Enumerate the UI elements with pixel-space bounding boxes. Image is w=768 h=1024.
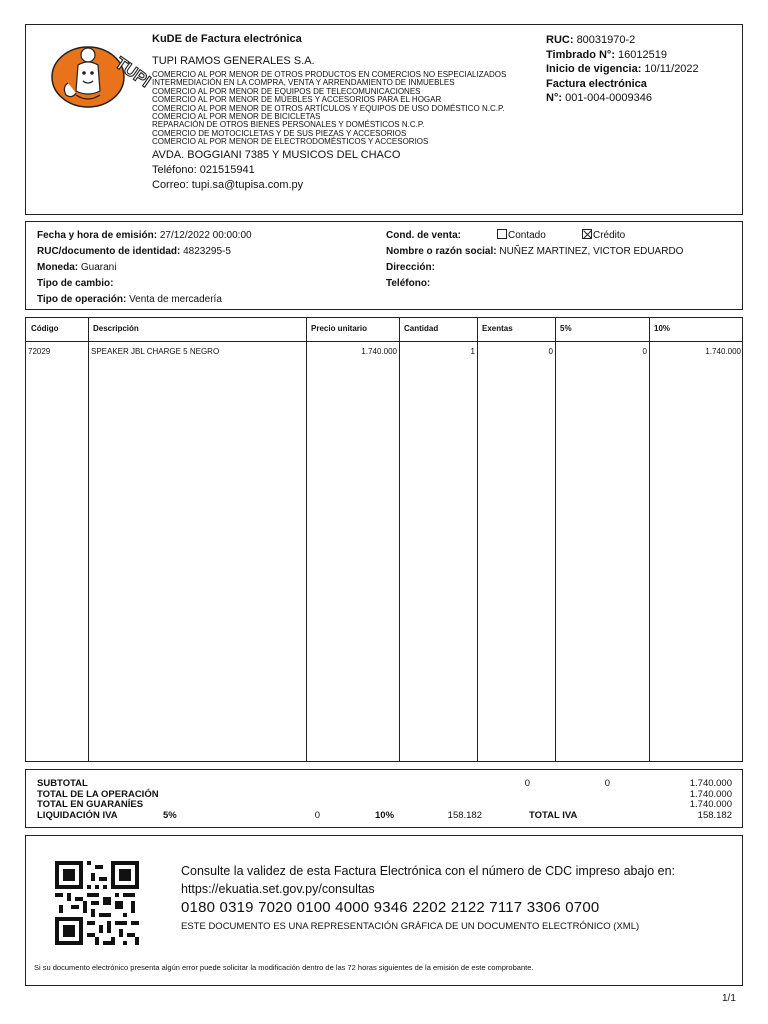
col-header-codigo: Código [31, 324, 59, 333]
consult-text [181, 862, 675, 898]
col-header-iva5: 5% [560, 324, 572, 333]
total-guaranies-label: TOTAL EN GUARANÍES [37, 799, 144, 810]
timbrado-label: Timbrado N°: [546, 48, 615, 61]
activity-item: COMERCIO DE MOTOCICLETAS Y DE SUS PIEZAS Y ACCESORIOS [152, 128, 407, 138]
page-number: 1/1 [722, 993, 736, 1004]
error-note: Si su documento electrónico presenta algún error puede solicitar la modificación dentro de las 72 horas siguientes de la emisión de este comprobante. [34, 963, 534, 972]
vigencia-label: Inicio de vigencia: [546, 63, 642, 75]
company-email: Correo: tupi.sa@tupisa.com.py [152, 178, 304, 191]
telefono-row [386, 278, 430, 289]
activity-item: COMERCIO AL POR MENOR DE OTROS PRODUCTOS EN COMERCIOS NO ESPECIALIZADOS [152, 70, 507, 79]
cell-descripcion: SPEAKER JBL CHARGE 5 NEGRO [91, 347, 220, 356]
cell-precio: 1.740.000 [361, 347, 397, 356]
representation-note: ESTE DOCUMENTO ES UNA REPRESENTACIÓN GRÁFICA DE UN DOCUMENTO ELECTRÓNICO (XML) [181, 921, 640, 932]
col-header-iva10: 10% [654, 324, 671, 333]
contado-checkbox [497, 229, 507, 239]
cell-codigo: 72029 [28, 347, 51, 356]
cdc-number: 0180 0319 7020 0100 4000 9346 2202 2122 7117 3306 0700 [181, 899, 600, 916]
moneda-label: Moneda: [37, 262, 79, 273]
ruc-doc-label: RUC/documento de identidad: [37, 246, 181, 257]
kude-title: KuDE de Factura electrónica [152, 33, 302, 45]
cdc-block [25, 835, 743, 986]
total-operacion-value: 1.740.000 [689, 788, 732, 800]
items-table [25, 317, 743, 762]
col-header-descripcion: Descripción [93, 324, 139, 333]
col-header-exentas: Exentas [482, 324, 513, 333]
subtotal-iva5: 0 [604, 778, 610, 789]
telefono-label: Teléfono: [386, 278, 431, 289]
ruc-doc-row [37, 246, 231, 257]
nombre-label: Nombre o razón social: [386, 246, 497, 257]
activity-item: COMERCIO AL POR MENOR DE EQUIPOS DE TELECOMUNICACIONES [152, 86, 421, 96]
cell-iva5: 0 [642, 347, 647, 356]
fecha-row [37, 230, 252, 241]
activity-item: INTERMEDIACIÓN EN LA COMPRA, VENTA Y ARRENDAMIENTO DE INMUEBLES [152, 78, 455, 88]
total-iva-value: 158.182 [697, 809, 732, 821]
contado-option [497, 229, 546, 241]
cell-cantidad: 1 [470, 347, 475, 356]
company-block [152, 33, 542, 193]
column-divider [477, 318, 478, 761]
liq-iva10-label: 10% [375, 809, 395, 821]
doc-type: Factura electrónica [546, 77, 647, 90]
cond-venta-label: Cond. de venta: [386, 230, 462, 241]
activity-item: COMERCIO AL POR MENOR DE MUEBLES Y ACCESORIOS PARA EL HOGAR [152, 95, 442, 105]
tipo-op-value: Venta de mercadería [129, 294, 222, 305]
subtotal-exentas: 0 [524, 778, 530, 789]
activities-list [152, 71, 542, 147]
cond-venta-row [386, 230, 461, 241]
tipo-op-label: Tipo de operación: [37, 294, 127, 305]
total-guaranies-value: 1.740.000 [689, 799, 732, 810]
liq-iva5-label: 5% [163, 809, 177, 821]
activity-item: COMERCIO AL POR MENOR DE BICICLETAS [152, 112, 321, 122]
company-name: TUPI RAMOS GENERALES S.A. [152, 55, 315, 67]
cell-exentas: 0 [548, 347, 553, 356]
direccion-label: Dirección: [386, 262, 435, 273]
timbrado-value: 16012519 [618, 48, 667, 61]
col-header-precio: Precio unitario [311, 324, 368, 333]
company-address: AVDA. BOGGIANI 7385 Y MUSICOS DEL CHACO [152, 148, 401, 161]
contado-label: Contado [508, 230, 546, 241]
activity-item: COMERCIO AL POR MENOR DE OTROS ARTÍCULOS Y EQUIPOS DE USO DOMÉSTICO N.C.P. [152, 103, 505, 113]
ruc-doc-value: 4823295-5 [183, 246, 231, 257]
table-header-divider [26, 341, 742, 342]
credito-checkbox-checked [582, 229, 592, 239]
invoice-header [25, 24, 743, 215]
activity-item: COMERCIO AL POR MENOR DE ELECTRODOMÉSTICOS Y ACCESORIOS [152, 137, 429, 147]
number-label: N°: [546, 92, 563, 104]
credito-option [582, 229, 625, 241]
column-divider [88, 318, 89, 761]
cambio-row [37, 278, 114, 289]
direccion-row [386, 262, 435, 273]
column-divider [399, 318, 400, 761]
consult-url-link[interactable]: https://ekuatia.set.gov.py/consultas [181, 882, 375, 896]
ruc-label: RUC: [546, 34, 574, 46]
moneda-row [37, 262, 116, 273]
totals-block [25, 769, 743, 828]
consult-line: Consulte la validez de esta Factura Electrónica con el número de CDC impreso abajo en: [181, 864, 676, 878]
cambio-label: Tipo de cambio: [37, 278, 114, 289]
logo-text: TUPI [111, 53, 155, 92]
subtotal-label: SUBTOTAL [37, 778, 88, 789]
nombre-row [386, 246, 683, 257]
liquidacion-iva-label: LIQUIDACIÓN IVA [37, 809, 118, 821]
moneda-value: Guarani [80, 262, 117, 273]
tipo-op-row [37, 294, 222, 305]
company-phone: Teléfono: 021515941 [152, 163, 255, 176]
activity-item: REPARACIÓN DE OTROS BIENES PERSONALES Y DOMÉSTICOS N.C.P. [152, 120, 425, 130]
operation-info [25, 221, 743, 310]
total-iva-label: TOTAL IVA [529, 809, 578, 821]
total-operacion-label: TOTAL DE LA OPERACIÓN [37, 788, 159, 800]
column-divider [306, 318, 307, 761]
invoice-number: 001-004-0009346 [565, 92, 652, 104]
col-header-cantidad: Cantidad [404, 324, 439, 333]
ruc-value: 80031970-2 [576, 34, 636, 46]
nombre-value: NUÑEZ MARTINEZ, VICTOR EDUARDO [499, 246, 684, 257]
fecha-label: Fecha y hora de emisión: [37, 230, 158, 241]
liq-iva5-value: 0 [314, 809, 320, 821]
subtotal-iva10: 1.740.000 [689, 778, 732, 789]
liq-iva10-value: 158.182 [447, 809, 482, 821]
fecha-value: 27/12/2022 00:00:00 [159, 230, 252, 241]
vigencia-value: 10/11/2022 [644, 63, 699, 75]
ruc-block [546, 33, 699, 106]
credito-label: Crédito [593, 230, 626, 241]
column-divider [649, 318, 650, 761]
cell-iva10: 1.740.000 [705, 347, 741, 356]
column-divider [555, 318, 556, 761]
contact-block [152, 148, 542, 193]
tupi-logo-icon [48, 37, 155, 113]
qr-code-icon [53, 861, 141, 945]
